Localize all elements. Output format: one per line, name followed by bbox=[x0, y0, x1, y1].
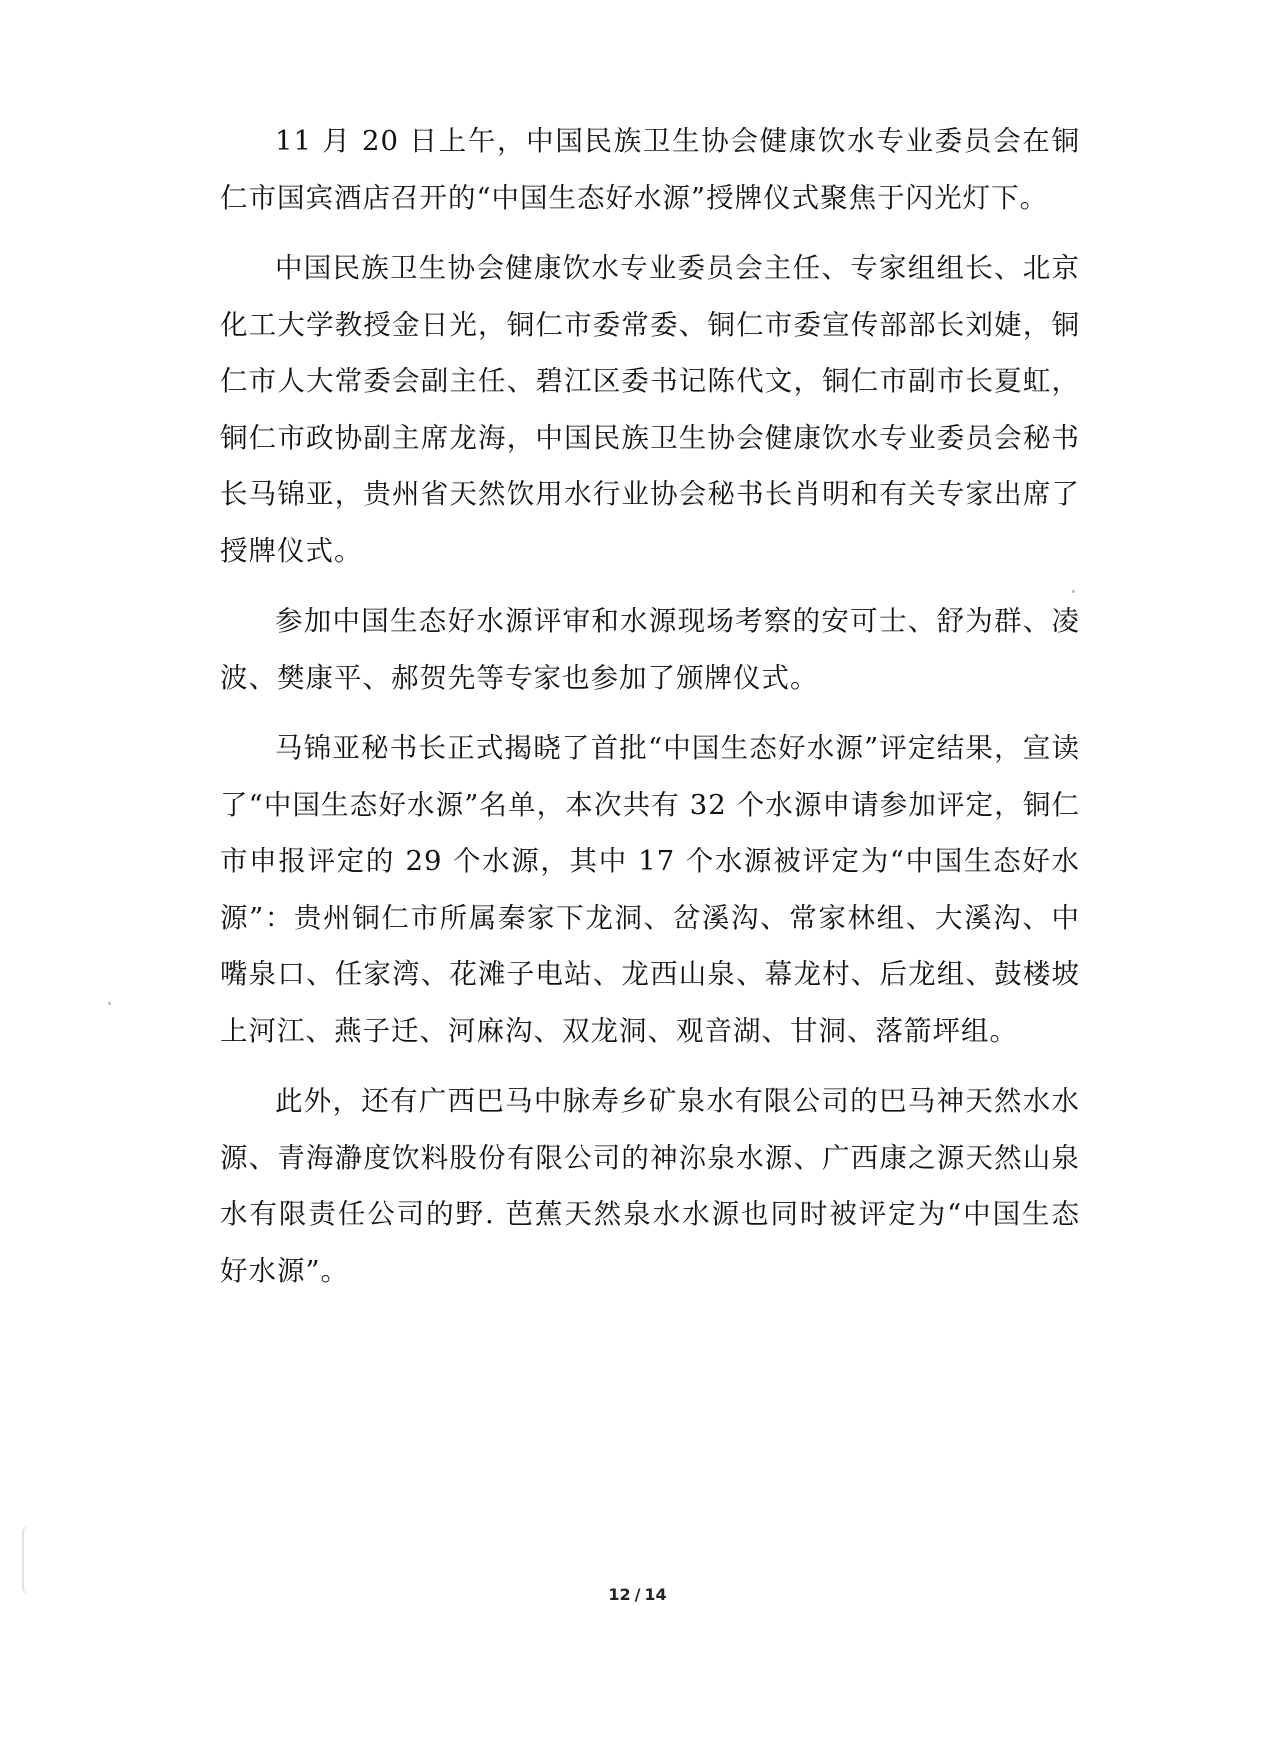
page-number-current: 12 bbox=[608, 1585, 631, 1604]
document-body bbox=[220, 113, 1080, 1299]
paragraph-experts: 参加中国生态好水源评审和水源现场考察的安可士、舒为群、凌波、樊康平、郝贺先等专家也参加了颁牌仪式。 bbox=[220, 605, 1080, 694]
scan-edge-artifact bbox=[22, 1525, 38, 1595]
paragraph-additional-sources: 此外，还有广西巴马中脉寿乡矿泉水有限公司的巴马神天然水水源、青海瀞度饮料股份有限公司的神沵泉水源、广西康之源天然山泉水有限责任公司的野. 芭蕉天然泉水水源也同时被评定为“中国生态好水源”。 bbox=[220, 1085, 1080, 1287]
paragraph-ceremony-intro: 11 月 20 日上午，中国民族卫生协会健康饮水专业委员会在铜仁市国宾酒店召开的“中国生态好水源”授牌仪式聚焦于闪光灯下。 bbox=[220, 125, 1080, 214]
page-number bbox=[0, 1585, 1275, 1604]
paragraph-results: 马锦亚秘书长正式揭晓了首批“中国生态好水源”评定结果，宣读了“中国生态好水源”名单，本次共有 32 个水源申请参加评定，铜仁市申报评定的 29 个水源，其中 17 个水源被评定为“中国生态好水源”：贵州铜仁市所属秦家下龙洞、岔溪沟、常家林组、大溪沟、中嘴泉口、任家湾、花滩子电站、龙西山泉、幕龙村、后龙组、鼓楼坡上河江、燕子迁、河麻沟、双龙洞、观音湖、甘洞、落箭坪组。 bbox=[220, 732, 1080, 1047]
page-number-separator: / bbox=[634, 1585, 641, 1604]
paragraph-attendees: 中国民族卫生协会健康饮水专业委员会主任、专家组组长、北京化工大学教授金日光，铜仁市委常委、铜仁市委宣传部部长刘婕，铜仁市人大常委会副主任、碧江区委书记陈代文，铜仁市副市长夏虹，铜仁市政协副主席龙海，中国民族卫生协会健康饮水专业委员会秘书长马锦亚，贵州省天然饮用水行业协会秘书长肖明和有关专家出席了授牌仪式。 bbox=[220, 252, 1080, 567]
page-number-total: 14 bbox=[644, 1585, 667, 1604]
scan-speck bbox=[108, 1002, 111, 1005]
scan-speck bbox=[1072, 590, 1075, 593]
